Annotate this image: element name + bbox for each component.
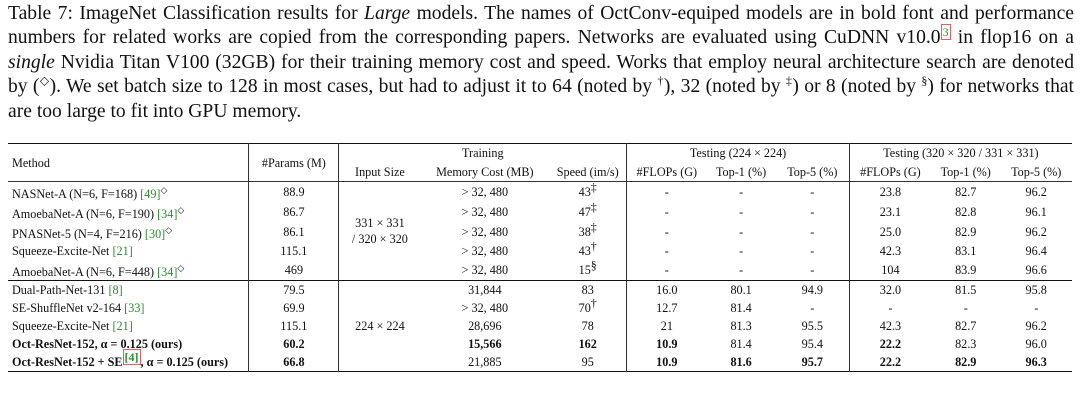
citation-link: [49] — [140, 187, 161, 202]
caption-part: in flop16 on a — [950, 27, 1074, 49]
params-cell: 86.7 — [249, 202, 339, 222]
memory-cell: 15,566 — [468, 337, 502, 352]
nas-mark: ◇ — [165, 225, 173, 236]
params-cell: 66.8 — [249, 353, 339, 372]
table-row — [8, 299, 1072, 317]
citation-link: [33] — [124, 301, 145, 316]
method-name: Dual-Path-Net-131 — [12, 283, 109, 298]
params-cell: 86.1 — [249, 222, 339, 242]
top1b-cell: 82.7 — [955, 319, 977, 334]
flops2-cell: 42.3 — [879, 244, 902, 259]
dagger-symbol: † — [657, 73, 664, 88]
top1-cell: - — [739, 185, 744, 200]
batch-mark: ‡ — [590, 179, 597, 194]
params-cell: 115.1 — [249, 317, 339, 335]
caption-large: Large — [364, 3, 411, 24]
citation-link: [21] — [112, 319, 133, 334]
header-flops-2: #FLOPs (G) — [860, 164, 921, 179]
input-size-cell: 224 × 224 — [355, 319, 405, 334]
method-cell — [8, 202, 249, 222]
method-name: AmoebaNet-A (N=6, F=190) — [12, 207, 158, 222]
top5-cell: - — [776, 299, 850, 317]
method-name: Oct-ResNet-152, — [12, 337, 101, 352]
header-top1-2: Top-1 (%) — [940, 164, 991, 179]
table-row — [8, 281, 1072, 300]
top1-cell: 80.1 — [730, 283, 752, 298]
table-row — [8, 260, 1072, 281]
top1-cell: 81.3 — [730, 319, 752, 334]
top1b-cell: 82.9 — [955, 225, 977, 240]
header-speed: Speed (im/s) — [549, 163, 627, 182]
caption-single: single — [8, 51, 55, 73]
method-name: Oct-ResNet-152 + SE — [12, 355, 123, 370]
params-cell: 88.9 — [249, 182, 339, 203]
caption-part: Nvidia Titan V100 (32GB) for their training memory cost and speed. Works that employ neural architecture search are denoted by ( — [8, 51, 1074, 98]
top5-cell: - — [776, 222, 850, 242]
input-size-line: 331 × 331 — [355, 216, 405, 231]
table-row — [8, 353, 1072, 372]
speed-value: 47 — [578, 205, 591, 220]
flops2-cell: 23.8 — [879, 185, 902, 200]
flops-cell: - — [664, 244, 669, 259]
flops-cell: - — [664, 185, 669, 200]
batch-mark: † — [590, 239, 597, 254]
batch-mark: † — [590, 296, 597, 311]
top5b-cell: 96.3 — [1025, 355, 1047, 370]
speed-value: 78 — [581, 319, 594, 334]
batch-mark: ‡ — [590, 220, 597, 235]
top5-cell: - — [776, 260, 850, 281]
caption-part: Table 7: ImageNet Classification results for — [8, 3, 365, 24]
diamond-symbol: ◇ — [39, 73, 50, 88]
memory-cell: 21,885 — [468, 355, 502, 370]
memory-cell: 31,844 — [468, 283, 502, 298]
top5b-cell: - — [1034, 301, 1039, 316]
params-cell: 469 — [249, 260, 339, 281]
speed-cell — [549, 202, 627, 222]
top5-cell: 95.7 — [776, 353, 850, 372]
flops-cell: - — [664, 263, 669, 278]
speed-cell — [549, 296, 627, 317]
memory-cell: > 32, 480 — [461, 244, 509, 259]
header-row-1 — [8, 144, 1072, 163]
top1b-cell: 83.9 — [955, 263, 977, 278]
table-row — [8, 202, 1072, 222]
header-testing-224: Testing (224 × 224) — [627, 144, 850, 163]
top5-cell: 95.4 — [776, 335, 850, 353]
footnote-link: [4] — [124, 350, 139, 365]
speed-value: 43 — [578, 244, 591, 259]
top1-cell: 81.4 — [730, 301, 752, 316]
speed-value: 70 — [578, 301, 591, 316]
speed-cell — [549, 179, 627, 203]
citation-link: [30] — [144, 227, 166, 242]
flops-cell: 21 — [660, 319, 673, 334]
flops-cell: 10.9 — [656, 355, 678, 370]
batch-mark: ‡ — [590, 200, 597, 215]
header-flops: #FLOPs (G) — [636, 164, 698, 179]
header-top5-2: Top-5 (%) — [1011, 164, 1062, 179]
speed-cell — [549, 239, 627, 260]
table-row — [8, 335, 1072, 353]
caption-part: ) for networks that are too large to fit into GPU memory. — [8, 76, 1075, 122]
method-name: Squeeze-Excite-Net — [12, 319, 113, 334]
params-cell: 79.5 — [249, 281, 339, 300]
top5b-cell: 96.2 — [1025, 185, 1047, 200]
top1b-cell: 82.3 — [955, 337, 977, 352]
top1-cell: 81.4 — [730, 337, 752, 352]
method-cell — [8, 182, 249, 203]
params-cell: 60.2 — [249, 335, 339, 353]
top5b-cell: 96.2 — [1025, 225, 1047, 240]
header-testing-320: Testing (320 × 320 / 331 × 331) — [883, 146, 1039, 161]
speed-cell — [549, 353, 627, 372]
top1-cell: - — [739, 263, 744, 278]
speed-value: 15 — [578, 263, 591, 278]
speed-value: 83 — [581, 283, 594, 298]
top1b-cell: 83.1 — [955, 244, 977, 259]
flops-cell: 12.7 — [656, 301, 678, 316]
method-name: Squeeze-Excite-Net — [12, 244, 113, 259]
top5b-cell: 96.1 — [1025, 205, 1047, 220]
memory-cell: > 32, 480 — [461, 185, 509, 200]
method-cell — [8, 260, 249, 281]
table-row — [8, 242, 1072, 260]
top1-cell: - — [739, 205, 744, 220]
speed-cell — [549, 222, 627, 242]
speed-value: 43 — [578, 185, 591, 200]
nas-mark: ◇ — [160, 185, 168, 195]
top1b-cell: 82.7 — [955, 185, 977, 200]
top5b-cell: 96.6 — [1025, 263, 1047, 278]
flops2-cell: 42.3 — [879, 319, 902, 334]
section-symbol: § — [921, 73, 928, 88]
top5b-cell: 95.8 — [1025, 283, 1047, 298]
header-top5: Top-5 (%) — [776, 163, 850, 182]
speed-cell — [549, 260, 627, 281]
speed-value: 162 — [578, 337, 597, 352]
top1b-cell: 82.9 — [955, 355, 977, 370]
top1b-cell: 82.8 — [955, 205, 977, 220]
citation-link: [34] — [157, 265, 178, 280]
table-row — [8, 222, 1072, 242]
top5-cell: 95.5 — [776, 317, 850, 335]
table-row — [8, 182, 1072, 203]
params-cell: 69.9 — [249, 299, 339, 317]
method-name: NASNet-A (N=6, F=168) — [12, 187, 141, 202]
caption-part: models. The names of OctConv-equiped models are in bold font and performance numbers for related works are copied from the corresponding papers. Networks are evaluated using CuDNN v10.0 — [8, 3, 1074, 49]
flops-cell: 16.0 — [656, 283, 678, 298]
results-table — [8, 143, 1072, 372]
caption-part: ), 32 (noted by — [663, 76, 786, 98]
header-params: #Params (M) — [249, 144, 339, 182]
top5-cell: - — [776, 202, 850, 222]
method-suffix: α = 0.125 (ours) — [100, 337, 183, 352]
memory-cell: > 32, 480 — [461, 205, 509, 220]
caption-part: ) or 8 (noted by — [792, 76, 922, 98]
method-name: SE-ShuffleNet v2-164 — [12, 301, 125, 316]
citation-link: [21] — [112, 244, 133, 259]
method-cell — [8, 281, 249, 300]
top1b-cell: - — [963, 301, 968, 316]
table-body — [8, 179, 1072, 372]
flops2-cell: 104 — [881, 263, 900, 278]
footnote-link[interactable]: 3 — [942, 24, 949, 39]
memory-cell: 28,696 — [468, 319, 502, 334]
method-cell — [8, 222, 249, 242]
top1-cell: - — [739, 244, 744, 259]
flops2-cell: 23.1 — [879, 205, 902, 220]
top5b-cell: 96.0 — [1025, 337, 1047, 352]
top5b-cell: 96.4 — [1025, 244, 1047, 259]
table-caption — [8, 2, 1074, 124]
header-training: Training — [339, 144, 627, 163]
header-method: Method — [8, 144, 249, 182]
top5-cell: 94.9 — [776, 281, 850, 300]
flops-cell: 10.9 — [656, 337, 678, 352]
params-cell: 115.1 — [249, 242, 339, 260]
method-cell — [8, 317, 249, 335]
speed-cell — [549, 317, 627, 335]
nas-mark: ◇ — [177, 263, 185, 274]
memory-cell: > 32, 480 — [461, 301, 509, 316]
flops2-cell: 22.2 — [879, 337, 902, 352]
method-name: AmoebaNet-A (N=6, F=448) — [12, 265, 158, 280]
top5b-cell: 96.2 — [1025, 319, 1047, 334]
flops2-cell: 25.0 — [879, 225, 902, 240]
input-size-cell — [339, 182, 421, 281]
memory-cell: > 32, 480 — [461, 263, 509, 278]
header-top1: Top-1 (%) — [715, 164, 767, 179]
speed-cell — [549, 335, 627, 353]
speed-cell — [549, 281, 627, 300]
flops-cell: - — [664, 225, 669, 240]
top1-cell: - — [739, 225, 744, 240]
header-input-size: Input Size — [355, 164, 405, 179]
citation-link: [8] — [108, 283, 123, 298]
speed-value: 38 — [578, 225, 591, 240]
batch-mark: § — [590, 258, 597, 273]
top5-cell: - — [776, 182, 850, 203]
method-cell — [8, 242, 249, 260]
flops2-cell: 22.2 — [879, 355, 902, 370]
top1-cell: 81.6 — [730, 355, 752, 370]
memory-cell: > 32, 480 — [461, 225, 509, 240]
table-row — [8, 317, 1072, 335]
caption-text — [8, 2, 1074, 124]
flops2-cell: - — [888, 301, 893, 316]
flops2-cell: 32.0 — [879, 283, 902, 298]
input-size-line: / 320 × 320 — [351, 232, 408, 247]
method-cell — [8, 299, 249, 317]
method-cell — [8, 350, 249, 372]
nas-mark: ◇ — [177, 205, 185, 216]
caption-part: ). We set batch size to 128 in most cases, but had to adjust it to 64 (noted by — [49, 76, 658, 98]
double-dagger-symbol: ‡ — [785, 73, 793, 88]
method-name: PNASNet-5 (N=4, F=216) — [12, 227, 145, 242]
top5-cell: - — [776, 242, 850, 260]
speed-value: 95 — [581, 355, 594, 370]
citation-link: [34] — [157, 207, 178, 222]
header-memory: Memory Cost (MB) — [436, 164, 534, 179]
flops-cell: - — [664, 205, 669, 220]
top1b-cell: 81.5 — [955, 283, 977, 298]
method-suffix: , α = 0.125 (ours) — [140, 355, 229, 370]
